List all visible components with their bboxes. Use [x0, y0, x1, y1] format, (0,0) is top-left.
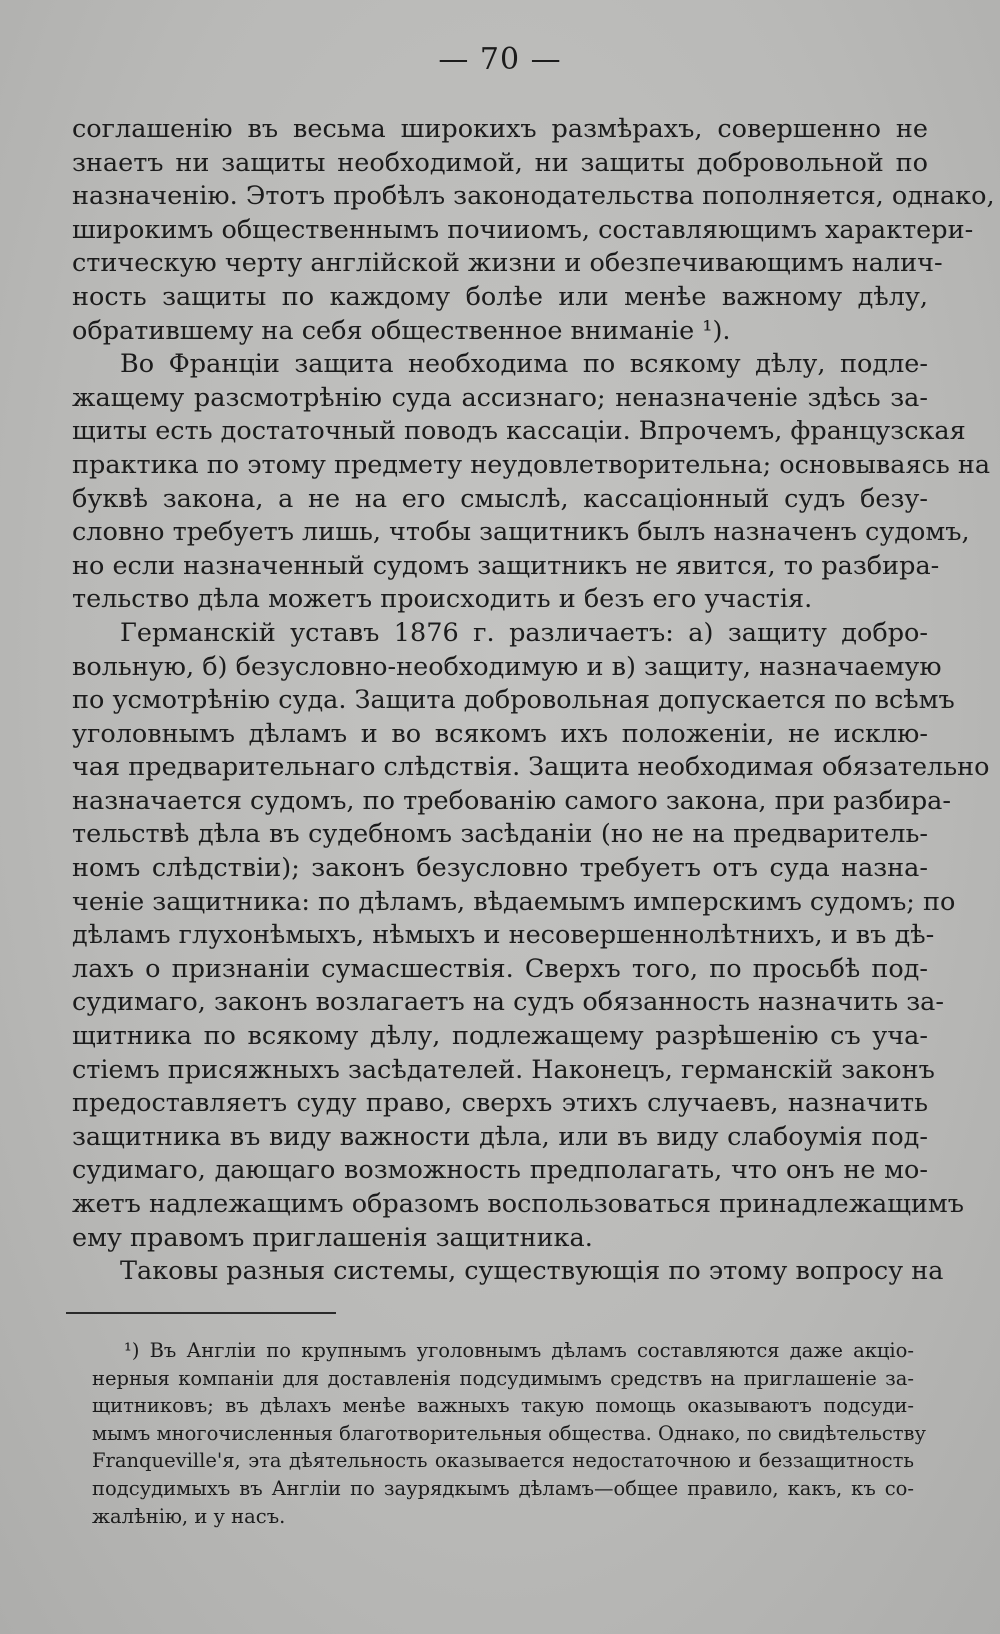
- text-line: стіемъ присяжныхъ засѣдателей. Наконецъ, германскій законъ: [72, 1054, 935, 1085]
- paragraph-start-line: Во Франціи защита необходима по всякому дѣлу, подле-: [120, 349, 928, 380]
- text-line: ченіе защитника: по дѣламъ, вѣдаемымъ имперскимъ судомъ; по: [72, 886, 956, 917]
- text-line: номъ слѣдствіи); законъ безусловно требуетъ отъ суда назна-: [72, 853, 928, 884]
- footnote-line: ¹) Въ Англіи по крупнымъ уголовнымъ дѣламъ составляются даже акціо-: [124, 1339, 914, 1362]
- text-line: но если назначенный судомъ защитникъ не явится, то разбира-: [72, 550, 940, 581]
- paragraph-start-line: Германскій уставъ 1876 г. различаетъ: а) защиту добро-: [120, 617, 928, 648]
- text-line: щиты есть достаточный поводъ кассаціи. Впрочемъ, французская: [72, 416, 966, 447]
- footnote-line: щитниковъ; въ дѣлахъ менѣе важныхъ такую помощь оказываютъ подсуди-: [92, 1394, 914, 1418]
- text-line: судимаго, дающаго возможность предполагать, что онъ не мо-: [72, 1155, 928, 1186]
- text-line: тельствѣ дѣла въ судебномъ засѣданіи (но не на предваритель-: [72, 819, 928, 850]
- page-number: — 70 —: [438, 42, 562, 77]
- text-line: словно требуетъ лишь, чтобы защитникъ былъ назначенъ судомъ,: [72, 517, 970, 548]
- text-line: буквѣ закона, а не на его смыслѣ, кассаціонный судъ безу-: [72, 483, 928, 514]
- text-line: широкимъ общественнымъ почииомъ, составляющимъ характери-: [72, 214, 974, 245]
- text-line: жетъ надлежащимъ образомъ воспользоваться принадлежащимъ: [72, 1189, 964, 1219]
- text-line: щитника по всякому дѣлу, подлежащему разрѣшенію съ уча-: [72, 1021, 928, 1052]
- text-line: защитника въ виду важности дѣла, или въ виду слабоумія под-: [72, 1121, 928, 1152]
- text-line: стическую черту англійской жизни и обезпечивающимъ налич-: [72, 248, 943, 279]
- text-line: ему правомъ приглашенія защитника.: [72, 1222, 593, 1253]
- text-line: назначенію. Этотъ пробѣлъ законодательства пополняется, однако,: [72, 181, 995, 212]
- text-line: уголовнымъ дѣламъ и во всякомъ ихъ положеніи, не исклю-: [72, 718, 928, 749]
- footnote: [92, 1337, 927, 1530]
- paragraph-start-line: Таковы разныя системы, существующія по этому вопросу на: [120, 1256, 944, 1287]
- text-line: соглашенію въ весьма широкихъ размѣрахъ, совершенно не: [72, 114, 928, 144]
- footnote-line: подсудимыхъ въ Англіи по заурядкымъ дѣламъ—общее правило, какъ, къ со-: [92, 1476, 914, 1500]
- text-line: знаетъ ни защиты необходимой, ни защиты добровольной по: [72, 147, 928, 178]
- text-line: вольную, б) безусловно-необходимую и в) защиту, назначаемую: [72, 651, 942, 682]
- text-line: ность защиты по каждому болѣе или менѣе важному дѣлу,: [72, 281, 928, 312]
- text-line: лахъ о признаніи сумасшествія. Сверхъ того, по просьбѣ под-: [72, 953, 928, 984]
- text-line: тельство дѣла можетъ происходить и безъ его участія.: [72, 584, 813, 615]
- text-line: по усмотрѣнію суда. Защита добровольная допускается по всѣмъ: [72, 685, 955, 716]
- text-line: чая предварительнаго слѣдствія. Защита необходимая обязательно: [72, 752, 990, 783]
- text-line: судимаго, законъ возлагаетъ на судъ обязанность назначить за-: [72, 987, 945, 1018]
- footnote-line: Franqueville'я, эта дѣятельность оказывается недостаточною и беззащитность: [92, 1449, 914, 1473]
- text-line: дѣламъ глухонѣмыхъ, нѣмыхъ и несовершеннолѣтнихъ, и въ дѣ-: [72, 920, 935, 951]
- main-text: [72, 113, 995, 1289]
- text-line: обратившему на себя общественное вниманіе ¹).: [72, 315, 731, 346]
- text-line: назначается судомъ, по требованію самого закона, при разбира-: [72, 785, 951, 816]
- text-line: предоставляетъ суду право, сверхъ этихъ случаевъ, назначить: [72, 1088, 928, 1119]
- footnote-line: мымъ многочисленныя благотворительныя общества. Однако, по свидѣтельству: [92, 1421, 927, 1445]
- text-line: жащему разсмотрѣнію суда ассизнаго; неназначеніе здѣсь за-: [72, 382, 928, 413]
- footnote-divider: [66, 1312, 336, 1314]
- footnote-line: нерныя компаніи для доставленія подсудимымъ средствъ на приглашеніе за-: [92, 1366, 914, 1390]
- text-line: практика по этому предмету неудовлетворительна; основываясь на: [72, 449, 991, 480]
- footnote-line: жалѣнію, и у насъ.: [92, 1504, 286, 1528]
